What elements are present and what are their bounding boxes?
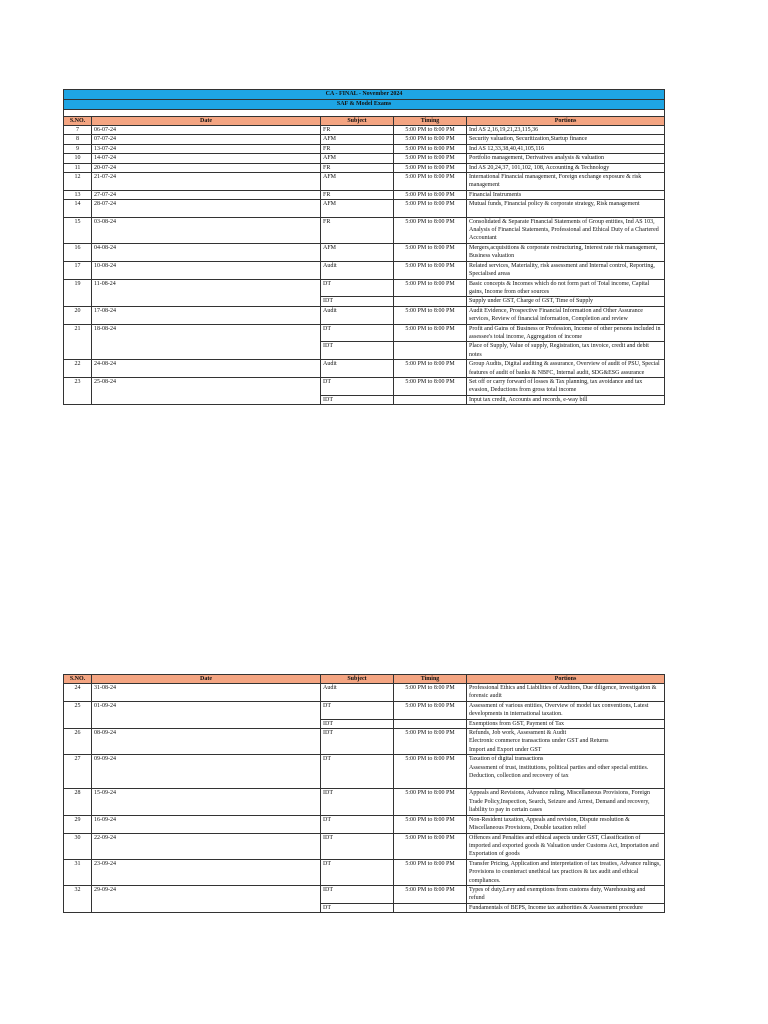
- portions-cell: Profit and Gains of Business or Profession, Income of other persons included in assessee's total income, Aggregation of income: [467, 324, 665, 342]
- date-cell: 24-08-24: [92, 360, 321, 378]
- subject-cell: DT: [321, 755, 394, 789]
- date-cell: 25-08-24: [92, 377, 321, 404]
- portions-cell: Offences and Penalties and ethical aspects under GST, Classification of imported and exported goods & Valuation under Customs Act, Importation and Exportation of goods: [467, 833, 665, 859]
- table-row: [64, 163, 665, 172]
- date-cell: 22-09-24: [92, 833, 321, 859]
- sno-cell: 16: [64, 243, 92, 261]
- table-row: [64, 279, 665, 297]
- schedule-table-1: [63, 89, 665, 405]
- sno-cell: 7: [64, 126, 92, 135]
- subject-cell: IDT: [321, 789, 394, 815]
- header-row: [64, 675, 665, 684]
- sno-cell: 32: [64, 885, 92, 912]
- header-row: [64, 117, 665, 126]
- portions-cell: Security valuation, Securitization,Startup finance: [467, 135, 665, 144]
- timing-cell: 5:00 PM to 8:00 PM: [394, 200, 467, 217]
- timing-cell: 5:00 PM to 8:00 PM: [394, 173, 467, 191]
- date-cell: 18-08-24: [92, 324, 321, 360]
- timing-cell: 5:00 PM to 8:00 PM: [394, 163, 467, 172]
- sno-cell: 20: [64, 306, 92, 324]
- table-row: [64, 729, 665, 755]
- header-sno: S.NO.: [64, 675, 92, 684]
- subject-cell: DT: [321, 377, 394, 395]
- timing-cell: 5:00 PM to 8:00 PM: [394, 324, 467, 342]
- date-cell: 06-07-24: [92, 126, 321, 135]
- sno-cell: 23: [64, 377, 92, 404]
- subject-cell: IDT: [321, 885, 394, 903]
- timing-cell: 5:00 PM to 8:00 PM: [394, 243, 467, 261]
- timing-cell: [394, 395, 467, 404]
- date-cell: 13-07-24: [92, 144, 321, 153]
- sno-cell: 8: [64, 135, 92, 144]
- sno-cell: 31: [64, 859, 92, 885]
- sno-cell: 29: [64, 815, 92, 833]
- portions-cell: Non-Resident taxation, Appeals and revision, Dispute resolution & Miscellaneous Provisions, Double taxation relief: [467, 815, 665, 833]
- portions-cell: Supply under GST, Charge of GST, Time of Supply: [467, 297, 665, 306]
- timing-cell: [394, 903, 467, 912]
- schedule-table-2: [63, 674, 665, 913]
- subject-cell: AFM: [321, 173, 394, 191]
- subject-cell: IDT: [321, 395, 394, 404]
- portions-cell: Related services, Materiality, risk assessment and Internal control, Reporting, Specialised areas: [467, 261, 665, 279]
- subject-cell: Audit: [321, 261, 394, 279]
- subject-cell: FR: [321, 163, 394, 172]
- subject-cell: AFM: [321, 200, 394, 217]
- date-cell: 27-07-24: [92, 190, 321, 199]
- portions-cell: Set off or carry forward of losses & Tax planning, tax avoidance and tax evasion, Deductions from gross total income: [467, 377, 665, 395]
- timing-cell: 5:00 PM to 8:00 PM: [394, 684, 467, 702]
- table-row: [64, 200, 665, 217]
- portions-cell: Place of Supply, Value of supply, Registration, tax invoice, credit and debit notes: [467, 342, 665, 360]
- timing-cell: 5:00 PM to 8:00 PM: [394, 279, 467, 297]
- schedule-body-1: [64, 126, 665, 405]
- subject-cell: FR: [321, 190, 394, 199]
- date-cell: 17-08-24: [92, 306, 321, 324]
- subject-cell: FR: [321, 217, 394, 243]
- subject-cell: AFM: [321, 154, 394, 163]
- timing-cell: 5:00 PM to 8:00 PM: [394, 217, 467, 243]
- subject-cell: Audit: [321, 360, 394, 378]
- timing-cell: 5:00 PM to 8:00 PM: [394, 729, 467, 755]
- portions-cell: Audit Evidence, Prospective Financial Information and Other Assurance services, Review of financial information, Completion and review: [467, 306, 665, 324]
- portions-cell: Financial Instruments: [467, 190, 665, 199]
- subject-cell: FR: [321, 126, 394, 135]
- portions-cell: Input tax credit, Accounts and records, e-way bill: [467, 395, 665, 404]
- table-row: [64, 377, 665, 395]
- sno-cell: 27: [64, 755, 92, 789]
- date-cell: 14-07-24: [92, 154, 321, 163]
- sno-cell: 9: [64, 144, 92, 153]
- timing-cell: 5:00 PM to 8:00 PM: [394, 261, 467, 279]
- table-row: [64, 135, 665, 144]
- table-row: [64, 324, 665, 342]
- timing-cell: 5:00 PM to 8:00 PM: [394, 360, 467, 378]
- sno-cell: 14: [64, 200, 92, 217]
- table-row: [64, 885, 665, 903]
- table-row: [64, 815, 665, 833]
- subject-cell: IDT: [321, 729, 394, 755]
- table-row: [64, 306, 665, 324]
- sno-cell: 22: [64, 360, 92, 378]
- table-row: [64, 755, 665, 789]
- portions-cell: International Financial management, Foreign exchange exposure & risk management: [467, 173, 665, 191]
- portions-cell: Fundamentals of BEPS, Income tax authorities & Assessment procedure: [467, 903, 665, 912]
- timing-cell: 5:00 PM to 8:00 PM: [394, 154, 467, 163]
- table-row: [64, 154, 665, 163]
- portions-cell: Mutual funds, Financial policy & corporate strategy, Risk management: [467, 200, 665, 217]
- subject-cell: DT: [321, 279, 394, 297]
- header-sno: S.NO.: [64, 117, 92, 126]
- sno-cell: 12: [64, 173, 92, 191]
- table-row: [64, 243, 665, 261]
- subject-cell: IDT: [321, 297, 394, 306]
- sno-cell: 30: [64, 833, 92, 859]
- portions-cell: Mergers,acquisitions & corporate restructuring, Interest rate risk management, Business valuation: [467, 243, 665, 261]
- timing-cell: 5:00 PM to 8:00 PM: [394, 755, 467, 789]
- subject-cell: DT: [321, 815, 394, 833]
- sno-cell: 10: [64, 154, 92, 163]
- schedule-body-2: [64, 684, 665, 913]
- table-row: [64, 261, 665, 279]
- sno-cell: 26: [64, 729, 92, 755]
- sno-cell: 13: [64, 190, 92, 199]
- sno-cell: 11: [64, 163, 92, 172]
- sno-cell: 15: [64, 217, 92, 243]
- timing-cell: 5:00 PM to 8:00 PM: [394, 306, 467, 324]
- date-cell: 23-09-24: [92, 859, 321, 885]
- portions-cell: Group Audits, Digital auditing & assurance, Overview of audit of PSU, Special features of audit of banks & NBFC, Internal audit, SDG&ESG assurance: [467, 360, 665, 378]
- portions-cell: Ind AS 2,16,19,21,23,115,36: [467, 126, 665, 135]
- date-cell: 04-08-24: [92, 243, 321, 261]
- table-row: [64, 833, 665, 859]
- header-subject: Subject: [321, 117, 394, 126]
- table-row: [64, 360, 665, 378]
- subject-cell: AFM: [321, 243, 394, 261]
- timing-cell: 5:00 PM to 8:00 PM: [394, 859, 467, 885]
- sno-cell: 24: [64, 684, 92, 702]
- timing-cell: 5:00 PM to 8:00 PM: [394, 885, 467, 903]
- subject-cell: AFM: [321, 135, 394, 144]
- date-cell: 03-08-24: [92, 217, 321, 243]
- subject-cell: DT: [321, 903, 394, 912]
- subject-cell: IDT: [321, 833, 394, 859]
- timing-cell: 5:00 PM to 8:00 PM: [394, 701, 467, 719]
- portions-cell: Consolidated & Separate Financial Statements of Group entities, Ind AS 103, Analysis of Financial Statements, Professional and Ethical Duty of a Chartered Accountant: [467, 217, 665, 243]
- table-row: [64, 701, 665, 719]
- portions-cell: Taxation of digital transactions Assessment of trust, institutions, political parties and other special entities. Deduction, collection and recovery of tax: [467, 755, 665, 789]
- timing-cell: [394, 342, 467, 360]
- header-date: Date: [92, 675, 321, 684]
- date-cell: 10-08-24: [92, 261, 321, 279]
- header-date: Date: [92, 117, 321, 126]
- date-cell: 09-09-24: [92, 755, 321, 789]
- date-cell: 15-09-24: [92, 789, 321, 815]
- subject-cell: DT: [321, 324, 394, 342]
- timing-cell: 5:00 PM to 8:00 PM: [394, 126, 467, 135]
- subject-cell: Audit: [321, 306, 394, 324]
- date-cell: 08-09-24: [92, 729, 321, 755]
- timing-cell: 5:00 PM to 8:00 PM: [394, 190, 467, 199]
- portions-cell: Refunds, Job work, Assessment & Audit Electronic commerce transactions under GST and Returns Import and Export under GST: [467, 729, 665, 755]
- table-row: [64, 173, 665, 191]
- table-row: [64, 684, 665, 702]
- timing-cell: 5:00 PM to 8:00 PM: [394, 144, 467, 153]
- subject-cell: FR: [321, 144, 394, 153]
- timing-cell: 5:00 PM to 8:00 PM: [394, 789, 467, 815]
- header-subject: Subject: [321, 675, 394, 684]
- table-row: [64, 144, 665, 153]
- date-cell: 29-09-24: [92, 885, 321, 912]
- date-cell: 07-07-24: [92, 135, 321, 144]
- date-cell: 11-08-24: [92, 279, 321, 306]
- header-portions: Portions: [467, 675, 665, 684]
- schedule-subtitle: SAF & Model Exams: [64, 100, 665, 110]
- table-row: [64, 217, 665, 243]
- schedule-title: CA - FINAL - November 2024: [64, 90, 665, 100]
- subject-cell: IDT: [321, 342, 394, 360]
- date-cell: 20-07-24: [92, 163, 321, 172]
- date-cell: 21-07-24: [92, 173, 321, 191]
- sno-cell: 28: [64, 789, 92, 815]
- subject-cell: DT: [321, 859, 394, 885]
- portions-cell: Transfer Pricing, Application and interpretation of tax treaties, Advance rulings, Provisions to counteract unethical tax practices & tax audit and ethical compliances.: [467, 859, 665, 885]
- sno-cell: 25: [64, 701, 92, 728]
- portions-cell: Assessment of various entities, Overview of model tax conventions, Latest developments in international taxation.: [467, 701, 665, 719]
- timing-cell: 5:00 PM to 8:00 PM: [394, 815, 467, 833]
- subject-cell: IDT: [321, 719, 394, 728]
- table-row: [64, 789, 665, 815]
- portions-cell: Ind AS 20,24,37, 101,102, 108, Accounting & Technology: [467, 163, 665, 172]
- timing-cell: 5:00 PM to 8:00 PM: [394, 135, 467, 144]
- sno-cell: 21: [64, 324, 92, 360]
- header-timing: Timing: [394, 675, 467, 684]
- subject-cell: Audit: [321, 684, 394, 702]
- date-cell: 01-09-24: [92, 701, 321, 728]
- portions-cell: Basic concepts & Incomes which do not form part of Total income, Capital gains, Income from other sources: [467, 279, 665, 297]
- date-cell: 16-09-24: [92, 815, 321, 833]
- timing-cell: 5:00 PM to 8:00 PM: [394, 833, 467, 859]
- table-row: [64, 190, 665, 199]
- date-cell: 31-08-24: [92, 684, 321, 702]
- portions-cell: Portfolio management, Derivatives analysis & valuation: [467, 154, 665, 163]
- timing-cell: 5:00 PM to 8:00 PM: [394, 377, 467, 395]
- sno-cell: 17: [64, 261, 92, 279]
- table-row: [64, 859, 665, 885]
- spacer-row: [64, 110, 665, 117]
- portions-cell: Ind AS 12,33,38,40,41,105,116: [467, 144, 665, 153]
- subject-cell: DT: [321, 701, 394, 719]
- sno-cell: 19: [64, 279, 92, 306]
- portions-cell: Types of duty,Levy and exemptions from customs duty, Warehousing and refund: [467, 885, 665, 903]
- portions-cell: Appeals and Revisions, Advance ruling, Miscellaneous Provisions, Foreign Trade Policy,Inspection, Search, Seizure and Arrest, Demand and recovery, liability to pay in certain cases: [467, 789, 665, 815]
- date-cell: 28-07-24: [92, 200, 321, 217]
- table-row: [64, 126, 665, 135]
- timing-cell: [394, 297, 467, 306]
- header-timing: Timing: [394, 117, 467, 126]
- timing-cell: [394, 719, 467, 728]
- portions-cell: Exemptions from GST, Payment of Tax: [467, 719, 665, 728]
- header-portions: Portions: [467, 117, 665, 126]
- portions-cell: Professional Ethics and Liabilities of Auditors, Due diligence, investigation & forensic audit: [467, 684, 665, 702]
